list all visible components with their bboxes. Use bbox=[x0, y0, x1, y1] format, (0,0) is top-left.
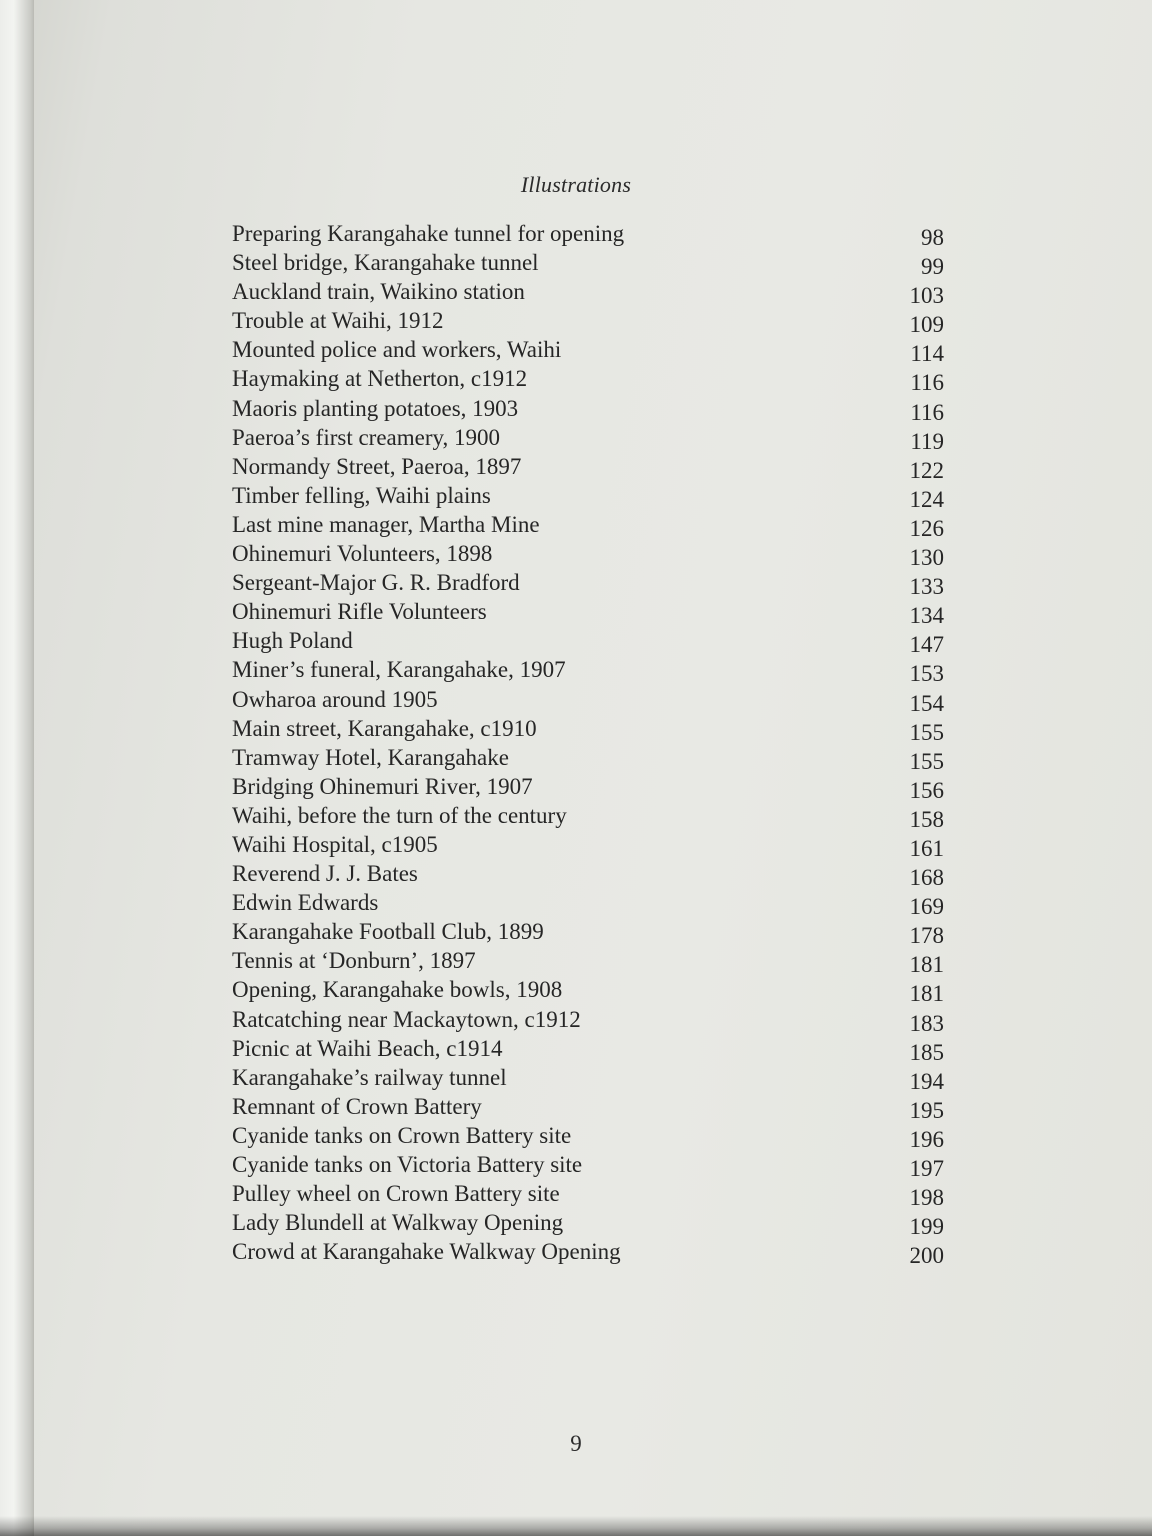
illustration-page-number: 198 bbox=[909, 1185, 944, 1211]
illustration-page-number: 124 bbox=[909, 486, 944, 512]
list-item bbox=[232, 1005, 944, 1034]
list-item bbox=[232, 685, 944, 714]
illustration-caption: Picnic at Waihi Beach, c1914 bbox=[232, 1035, 503, 1061]
illustration-caption: Steel bridge, Karangahake tunnel bbox=[232, 250, 539, 276]
illustration-caption: Ohinemuri Volunteers, 1898 bbox=[232, 541, 493, 567]
running-head: Illustrations bbox=[520, 172, 632, 197]
illustration-caption: Pulley wheel on Crown Battery site bbox=[232, 1181, 560, 1207]
illustration-caption: Owharoa around 1905 bbox=[232, 686, 438, 712]
illustration-caption: Cyanide tanks on Crown Battery site bbox=[232, 1122, 572, 1148]
page-number: 9 bbox=[570, 1431, 582, 1456]
illustration-page-number: 183 bbox=[909, 1010, 944, 1036]
list-item bbox=[232, 626, 944, 658]
illustration-caption: Edwin Edwards bbox=[232, 890, 379, 916]
illustration-caption: Crowd at Karangahake Walkway Opening bbox=[232, 1239, 621, 1265]
illustration-page-number: 169 bbox=[909, 894, 944, 920]
illustration-caption: Mounted police and workers, Waihi bbox=[232, 337, 562, 363]
illustration-caption: Paeroa’s first creamery, 1900 bbox=[232, 424, 501, 450]
list-item bbox=[232, 248, 944, 280]
illustration-page-number: 178 bbox=[909, 923, 944, 949]
illustration-caption: Lady Blundell at Walkway Opening bbox=[232, 1210, 564, 1236]
illustration-page-number: 122 bbox=[909, 457, 944, 483]
list-item bbox=[232, 423, 944, 452]
list-item bbox=[232, 277, 944, 309]
list-item bbox=[232, 1237, 944, 1269]
list-item bbox=[232, 743, 944, 772]
list-item bbox=[232, 1150, 944, 1179]
illustrations-list bbox=[232, 219, 944, 1269]
illustration-page-number: 195 bbox=[909, 1097, 944, 1123]
illustration-page-number: 181 bbox=[909, 952, 944, 978]
illustration-caption: Tennis at ‘Donburn’, 1897 bbox=[232, 948, 476, 974]
illustration-page-number: 168 bbox=[909, 865, 944, 891]
list-item bbox=[232, 335, 944, 367]
illustration-caption: Sergeant-Major G. R. Bradford bbox=[232, 570, 520, 596]
illustration-caption: Trouble at Waihi, 1912 bbox=[232, 308, 444, 334]
illustration-page-number: 114 bbox=[910, 341, 944, 367]
illustration-page-number: 116 bbox=[910, 370, 944, 396]
list-item bbox=[232, 364, 944, 396]
illustration-page-number: 194 bbox=[909, 1068, 944, 1094]
illustration-caption: Hugh Poland bbox=[232, 628, 353, 654]
list-item bbox=[232, 510, 944, 539]
list-item bbox=[232, 772, 944, 801]
list-item bbox=[232, 830, 944, 859]
list-item bbox=[232, 917, 944, 949]
illustration-caption: Auckland train, Waikino station bbox=[232, 279, 525, 305]
illustration-caption: Reverend J. J. Bates bbox=[232, 861, 418, 887]
list-item bbox=[232, 394, 944, 423]
illustration-caption: Remnant of Crown Battery bbox=[232, 1093, 482, 1119]
illustration-page-number: 155 bbox=[909, 719, 944, 745]
illustration-caption: Opening, Karangahake bowls, 1908 bbox=[232, 977, 563, 1003]
illustration-page-number: 154 bbox=[909, 690, 944, 716]
illustration-page-number: 133 bbox=[909, 574, 944, 600]
list-item bbox=[232, 655, 944, 687]
list-item bbox=[232, 219, 944, 248]
illustration-caption: Ratcatching near Mackaytown, c1912 bbox=[232, 1006, 581, 1032]
list-item bbox=[232, 1121, 944, 1150]
illustration-caption: Waihi Hospital, c1905 bbox=[232, 831, 438, 857]
list-item bbox=[232, 1034, 944, 1063]
illustration-page-number: 99 bbox=[921, 254, 944, 280]
illustration-caption: Karangahake’s railway tunnel bbox=[232, 1064, 507, 1090]
list-item bbox=[232, 888, 944, 920]
list-item bbox=[232, 481, 944, 510]
list-item bbox=[232, 306, 944, 338]
list-item bbox=[232, 801, 944, 830]
illustration-caption: Preparing Karangahake tunnel for opening bbox=[232, 221, 625, 246]
illustration-page-number: 103 bbox=[909, 283, 944, 309]
list-item bbox=[232, 1063, 944, 1092]
illustration-page-number: 153 bbox=[909, 661, 944, 687]
illustration-caption: Maoris planting potatoes, 1903 bbox=[232, 395, 519, 421]
illustration-page-number: 116 bbox=[910, 399, 944, 425]
illustration-page-number: 199 bbox=[909, 1214, 944, 1240]
illustration-page-number: 197 bbox=[909, 1156, 944, 1181]
illustration-caption: Main street, Karangahake, c1910 bbox=[232, 715, 537, 741]
illustration-page-number: 200 bbox=[909, 1243, 944, 1269]
illustration-page-number: 185 bbox=[909, 1039, 944, 1065]
illustration-caption: Miner’s funeral, Karangahake, 1907 bbox=[232, 657, 566, 683]
illustration-page-number: 126 bbox=[909, 515, 944, 541]
illustration-page-number: 119 bbox=[910, 428, 944, 454]
illustration-page-number: 109 bbox=[909, 312, 944, 338]
list-item bbox=[232, 859, 944, 891]
illustration-page-number: 161 bbox=[909, 835, 944, 861]
illustration-caption: Timber felling, Waihi plains bbox=[232, 482, 491, 508]
page-bottom-shadow bbox=[0, 1516, 1152, 1536]
illustration-page-number: 134 bbox=[909, 603, 944, 629]
illustration-caption: Haymaking at Netherton, c1912 bbox=[232, 366, 528, 392]
illustration-caption: Bridging Ohinemuri River, 1907 bbox=[232, 773, 533, 799]
illustration-page-number: 130 bbox=[909, 545, 944, 571]
illustration-caption: Waihi, before the turn of the century bbox=[232, 802, 567, 828]
list-item bbox=[232, 1179, 944, 1211]
list-item bbox=[232, 452, 944, 481]
illustration-page-number: 158 bbox=[909, 806, 944, 832]
list-item bbox=[232, 946, 944, 978]
list-item bbox=[232, 568, 944, 600]
book-gutter bbox=[0, 0, 34, 1536]
illustration-caption: Tramway Hotel, Karangahake bbox=[232, 744, 509, 770]
list-item bbox=[232, 975, 944, 1007]
illustration-caption: Ohinemuri Rifle Volunteers bbox=[232, 599, 487, 625]
list-item bbox=[232, 597, 944, 629]
illustration-caption: Karangahake Football Club, 1899 bbox=[232, 919, 544, 945]
list-item bbox=[232, 1092, 944, 1121]
illustration-page-number: 181 bbox=[909, 981, 944, 1007]
illustration-caption: Last mine manager, Martha Mine bbox=[232, 511, 540, 537]
list-item bbox=[232, 714, 944, 743]
illustration-page-number: 98 bbox=[921, 225, 944, 250]
illustration-page-number: 156 bbox=[909, 777, 944, 803]
illustration-page-number: 147 bbox=[909, 632, 944, 658]
list-item bbox=[232, 539, 944, 571]
illustration-page-number: 155 bbox=[909, 748, 944, 774]
illustration-caption: Cyanide tanks on Victoria Battery site bbox=[232, 1152, 583, 1177]
illustration-page-number: 196 bbox=[909, 1126, 944, 1152]
illustration-caption: Normandy Street, Paeroa, 1897 bbox=[232, 453, 522, 479]
list-item bbox=[232, 1208, 944, 1240]
